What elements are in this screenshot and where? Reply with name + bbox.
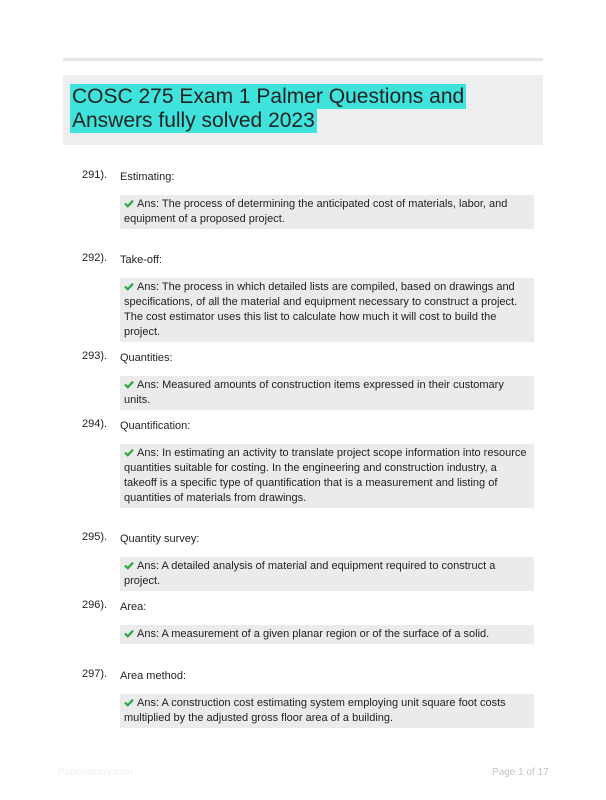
question-number: 294). [82, 418, 108, 430]
check-icon [124, 561, 134, 570]
answer-text: Ans: In estimating an activity to translate project scope information into resource quantities suitable for costing. In the engineering and construction industry, a takeoff is a specific type of quantification that is a measurement and listing of quantities of materials from drawings. [124, 447, 527, 504]
check-icon [124, 448, 134, 457]
question-term: Area method: [120, 670, 187, 682]
answer-box [120, 376, 534, 410]
answer-text: Ans: A measurement of a given planar region or of the surface of a solid. [137, 628, 490, 640]
top-rule [63, 58, 543, 61]
answer-text: Ans: The process in which detailed lists are compiled, based on drawings and specifications, of all the material and equipment necessary to construct a project. The cost estimator uses this list to calculate how much it will cost to build the project. [124, 281, 518, 338]
check-icon [124, 629, 134, 638]
check-icon [124, 199, 134, 208]
answer-text: Ans: Measured amounts of construction items expressed in their customary units. [124, 379, 504, 406]
check-icon [124, 282, 134, 291]
answer-box [120, 278, 534, 342]
document-title: COSC 275 Exam 1 Palmer Questions and Answers fully solved 2023 [72, 85, 465, 132]
check-icon [124, 380, 134, 389]
question-number: 291). [82, 169, 108, 181]
answer-text: Ans: A construction cost estimating system employing unit square foot costs multiplied by the adjusted gross floor area of a building. [124, 697, 506, 724]
question-term: Quantification: [120, 420, 191, 432]
answer-text: Ans: A detailed analysis of material and equipment required to construct a project. [124, 560, 496, 587]
answer-text: Ans: The process of determining the anticipated cost of materials, labor, and equipment of a proposed project. [124, 198, 508, 225]
question-number: 293). [82, 350, 108, 362]
question-term: Quantities: [120, 352, 173, 364]
answer-box [120, 557, 534, 591]
question-term: Quantity survey: [120, 533, 200, 545]
answer-box [120, 195, 534, 229]
question-term: Estimating: [120, 171, 175, 183]
question-term: Area: [120, 601, 147, 613]
question-number: 296). [82, 599, 108, 611]
question-number: 292). [82, 252, 108, 264]
answer-box [120, 444, 534, 508]
question-number: 297). [82, 668, 108, 680]
check-icon [124, 698, 134, 707]
footer-watermark: Paperlibrary.com [58, 767, 133, 778]
question-term: Take-off: [120, 254, 162, 266]
answer-box [120, 694, 534, 728]
question-number: 295). [82, 531, 108, 543]
answer-box [120, 625, 534, 644]
page-number: Page 1 of 17 [492, 767, 549, 778]
